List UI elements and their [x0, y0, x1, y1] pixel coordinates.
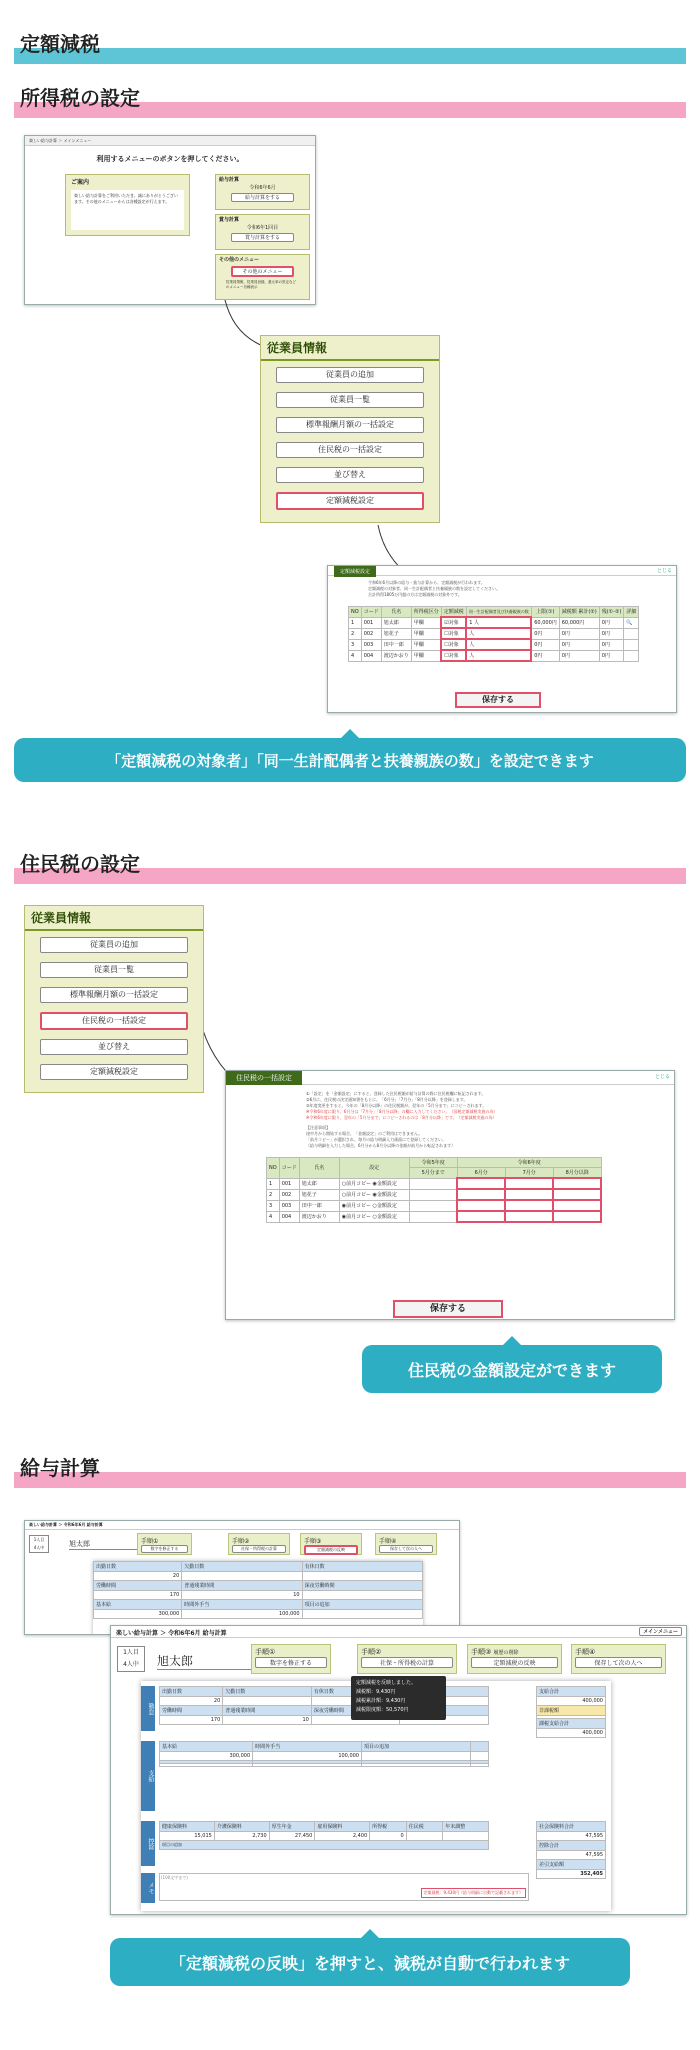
step-label: 手順③	[304, 1538, 322, 1545]
note-red-1: ※令和6年度に限り、6月分は「7月分」「8月分以降」の欄に入力してください。（国税定額減税実施の為）	[306, 1109, 498, 1114]
menu-add-employee[interactable]: 従業員の追加	[40, 937, 188, 953]
step-button[interactable]: 社保・所得税の計算	[232, 1545, 286, 1553]
cell: 170	[94, 1591, 182, 1600]
cell: 深夜労働時間	[302, 1581, 422, 1591]
net-pay: 352,405	[537, 1870, 606, 1879]
history-delete-link[interactable]: 履歴の削除	[493, 1650, 519, 1656]
employee-counter	[117, 1646, 145, 1672]
dialog-title: 住民税の一括設定	[226, 1071, 302, 1085]
cell: 雇用保険料	[315, 1822, 370, 1832]
cell: 介護保険料	[214, 1822, 269, 1832]
notes-head: 【注意事項】	[306, 1125, 330, 1130]
table-row	[349, 617, 639, 628]
cell: 400,000	[537, 1697, 606, 1706]
cell: 年末調整	[443, 1822, 489, 1832]
shoyo-button[interactable]: 賞与計算をする	[231, 233, 294, 242]
target-label: 対象	[448, 620, 459, 626]
deduction-label: 控除	[141, 1821, 155, 1866]
table-row	[349, 639, 639, 650]
dialog-close[interactable]: とじる	[654, 1074, 670, 1080]
opt-label: 前月コピー	[346, 1203, 371, 1209]
amount-input[interactable]	[505, 1189, 553, 1200]
opt-label: 金額設定	[376, 1203, 397, 1209]
cell: 0円	[599, 628, 624, 639]
employee-menu-2	[24, 905, 204, 1093]
employee-menu-1	[260, 335, 440, 523]
menu-reorder[interactable]: 並び替え	[40, 1039, 188, 1055]
section-underline	[14, 1472, 686, 1488]
cell: 旭花子	[381, 628, 411, 639]
target-label: 対象	[448, 631, 459, 637]
dependent-count[interactable]	[466, 628, 531, 639]
menu-add-employee[interactable]: 従業員の追加	[276, 367, 424, 383]
tooltip-line: 減税額：9,430円	[356, 1689, 396, 1695]
payroll-window-large	[110, 1625, 687, 1915]
employee-menu-title: 従業員情報	[25, 906, 203, 931]
cell: 2	[349, 628, 362, 639]
cell: 002	[279, 1189, 299, 1200]
note-red-2: ※令和6年度に限り、翌年の「5月分まで」にコピーされるのは「8月分以降」です。（定額減税実施の為）	[306, 1115, 497, 1120]
section-title-payroll: 給与計算	[20, 1456, 100, 1480]
cell: 0円	[531, 628, 559, 639]
detail-cell	[624, 650, 639, 661]
detail-icon[interactable]: 🔍	[624, 617, 639, 628]
breadcrumb: 楽しい給与計算 ＞ メインメニュー	[25, 136, 315, 146]
cell[interactable]: 100,000	[253, 1752, 362, 1761]
cell: 時間外手当	[253, 1742, 362, 1752]
dialog-desc-1: 令和6年6月以降の給与・賞与計算から、定額減税が行われます。	[368, 580, 485, 585]
count-total: 4人中	[33, 1545, 45, 1550]
caption-text: 「定額減税の反映」を押すと、減税が自動で行われます	[169, 1953, 570, 1973]
dependent-count[interactable]	[466, 639, 531, 650]
amount-input[interactable]	[457, 1178, 505, 1189]
step-button[interactable]: 保存して次の人へ	[575, 1657, 662, 1668]
amount-input[interactable]	[409, 1211, 457, 1222]
step-1	[137, 1533, 192, 1555]
fixed-tax-cut-dialog	[327, 565, 677, 713]
cell: 0円	[599, 617, 624, 628]
step-button[interactable]: 社保・所得税の計算	[361, 1657, 453, 1668]
cell: 有休日数	[311, 1687, 400, 1697]
guide-title: ご案内	[71, 179, 90, 186]
tooltip-line: 減税限度額：50,570円	[356, 1707, 409, 1713]
step-4	[375, 1533, 437, 1555]
count-label: 1人目	[33, 1537, 45, 1542]
shoyo-month: 令和6年1回目	[246, 225, 279, 231]
step-label: 手順①	[141, 1538, 159, 1545]
amount-input[interactable]	[553, 1189, 601, 1200]
cell: 甲欄	[411, 628, 441, 639]
step-label: 手順②	[232, 1538, 250, 1545]
menu-resident-tax[interactable]: 住民税の一括設定	[276, 442, 424, 458]
cell: 0円	[599, 650, 624, 661]
attendance-label: 勤怠	[141, 1686, 155, 1731]
cell: 欠勤日数	[182, 1562, 302, 1572]
setting-radio[interactable]: ◉前月コピー ○金額設定	[339, 1200, 409, 1211]
amount-input[interactable]	[505, 1200, 553, 1211]
other-label: その他のメニュー	[219, 257, 260, 263]
employee-name: 旭太郎	[157, 1652, 267, 1670]
cell[interactable]: 300,000	[160, 1752, 253, 1761]
fixed-tax-cut-table	[348, 606, 639, 662]
cell: 47,595	[537, 1851, 606, 1860]
dialog-close[interactable]: とじる	[656, 568, 672, 574]
unit-label: 人	[474, 620, 480, 626]
setting-radio[interactable]: ○前月コピー ◉金額設定	[339, 1189, 409, 1200]
menu-fixed-tax-cut[interactable]: 定額減税設定	[276, 492, 424, 510]
breadcrumb: 楽しい給与計算 ＞ 令和6年6月 給与計算	[116, 1630, 227, 1637]
menu-standard-pay[interactable]: 標準報酬月額の一括設定	[40, 987, 188, 1003]
step-button[interactable]: 保存して次の人へ	[379, 1545, 433, 1553]
cell: 旭花子	[299, 1189, 339, 1200]
cell: 普通残業時間	[182, 1581, 302, 1591]
setting-radio[interactable]: ○前月コピー ◉金額設定	[339, 1178, 409, 1189]
cell: 非課税額	[537, 1706, 606, 1716]
cell: 60,000円	[531, 617, 559, 628]
cell[interactable]: 10	[223, 1716, 312, 1725]
menu-resident-tax[interactable]: 住民税の一括設定	[40, 1012, 188, 1030]
note-3: （給与明細を入力した場合、6月分から8月分以降の金額が前月から転記されます）	[306, 1143, 456, 1148]
totals-table	[536, 1686, 606, 1738]
cell: 控除合計	[537, 1841, 606, 1851]
cell: 出勤日数	[160, 1687, 223, 1697]
opt-label: 前月コピー	[346, 1181, 371, 1187]
employee-menu-title: 従業員情報	[261, 336, 439, 361]
add-item-button[interactable]: 項目の追加	[160, 1841, 489, 1850]
cell: 20	[94, 1572, 182, 1581]
table-row	[267, 1178, 602, 1189]
cell: 47,595	[537, 1832, 606, 1841]
cell[interactable]: 2,400	[315, 1832, 370, 1841]
resident-tax-dialog	[225, 1070, 675, 1320]
cell: 労働時間	[160, 1706, 223, 1716]
cell: 004	[279, 1211, 299, 1222]
step-button[interactable]: 定額減税の反映	[471, 1657, 558, 1668]
section-title-resident-tax: 住民税の設定	[20, 852, 140, 876]
cell: 60,000円	[559, 617, 599, 628]
caption-bubble-income	[14, 738, 686, 782]
col-header: 上限(①)	[531, 607, 559, 618]
step-2	[228, 1533, 290, 1555]
col-header: 所得税区分	[411, 607, 441, 618]
col-header: NO	[267, 1158, 280, 1179]
desc-2: ②6月に、住民税の決定通知書をもとに、「6月分」「7月分」「8月分以降」を登録します。	[306, 1097, 468, 1102]
cell: 旭太郎	[299, 1178, 339, 1189]
cell[interactable]: 27,450	[269, 1832, 315, 1841]
target-checkbox[interactable]: ☑対象	[441, 617, 466, 628]
cell: 住民税	[406, 1822, 443, 1832]
cell: 旭太郎	[381, 617, 411, 628]
amount-input[interactable]	[553, 1178, 601, 1189]
dialog-desc-2: 定額減税の対象者、同一生計配偶者と扶養親族の数を設定してください。	[368, 586, 500, 591]
add-item-button[interactable]: 項目の追加	[362, 1742, 471, 1752]
menu-employee-list[interactable]: 従業員一覧	[40, 962, 188, 978]
col-header: 氏名	[381, 607, 411, 618]
col-header: 設定	[339, 1158, 409, 1179]
cell: 300,000	[94, 1610, 182, 1619]
col-header: NO	[349, 607, 362, 618]
cell: 出勤日数	[94, 1562, 182, 1572]
target-checkbox[interactable]: ☐対象	[441, 639, 466, 650]
col-header: 5月分まで	[409, 1168, 457, 1179]
amount-input[interactable]	[409, 1189, 457, 1200]
cell: 0円	[559, 650, 599, 661]
caption-bubble-payroll	[110, 1938, 630, 1986]
page-title: 定額減税	[20, 32, 100, 56]
opt-label: 前月コピー	[346, 1214, 371, 1220]
step-label: 手順④	[379, 1538, 397, 1545]
col-header: 減税額 累計(②)	[559, 607, 599, 618]
cell: 100,000	[182, 1610, 302, 1619]
unit-label: 人	[469, 642, 475, 648]
cell[interactable]	[406, 1832, 443, 1841]
cell[interactable]	[443, 1832, 489, 1841]
cell[interactable]: 15,015	[160, 1832, 215, 1841]
unit-label: 人	[469, 653, 475, 659]
col-header: 6月分	[457, 1168, 505, 1179]
cell[interactable]: 170	[160, 1716, 223, 1725]
step-4	[571, 1644, 666, 1674]
kyuyo-month: 令和6年6月	[249, 185, 276, 191]
amount-input[interactable]	[409, 1200, 457, 1211]
step-button[interactable]: 数字を修正する	[255, 1657, 327, 1668]
note-2: 「前月コピー」が選択され、毎月の給与明細入力画面にて登録してください。	[306, 1137, 447, 1142]
dialog-title: 定額減税設定	[334, 566, 376, 577]
resident-tax-table	[266, 1157, 602, 1223]
col-header: コード	[279, 1158, 299, 1179]
cell: 甲欄	[411, 650, 441, 661]
deduction-table	[159, 1821, 489, 1850]
tooltip	[351, 1676, 446, 1720]
save-button[interactable]: 保存する	[455, 692, 541, 708]
memo-field[interactable]	[159, 1873, 529, 1901]
opt-label: 金額設定	[376, 1192, 397, 1198]
table-row	[267, 1211, 602, 1222]
cell: 4	[267, 1211, 280, 1222]
cell[interactable]	[223, 1697, 312, 1706]
note-1: 途中月から開始する場合、「金額設定」のご利用はできません。	[306, 1131, 423, 1136]
cell: 4	[349, 650, 362, 661]
cell: 0円	[559, 639, 599, 650]
step-3	[467, 1644, 562, 1674]
col-header: 詳細	[624, 607, 639, 618]
opt-label: 金額設定	[376, 1214, 397, 1220]
cell: 002	[361, 628, 381, 639]
cell: 1	[267, 1178, 280, 1189]
pay-table	[159, 1741, 489, 1767]
detail-cell	[624, 628, 639, 639]
amount-input[interactable]	[457, 1189, 505, 1200]
cell: 支給合計	[537, 1687, 606, 1697]
setting-radio[interactable]: ◉前月コピー ○金額設定	[339, 1211, 409, 1222]
menu-standard-pay[interactable]: 標準報酬月額の一括設定	[276, 417, 424, 433]
cell: 所得税	[370, 1822, 407, 1832]
cell: 3	[267, 1200, 280, 1211]
step-button[interactable]: 定額減税の反映	[304, 1545, 358, 1555]
cell: 10	[182, 1591, 302, 1600]
count-value: 1	[469, 620, 473, 626]
cell: 甲欄	[411, 639, 441, 650]
menu-fixed-tax-cut[interactable]: 定額減税設定	[40, 1064, 188, 1080]
cell[interactable]: 2,730	[214, 1832, 269, 1841]
cell: 1	[349, 617, 362, 628]
other-menu-button[interactable]: その他のメニュー	[231, 266, 294, 277]
step-2	[357, 1644, 457, 1674]
col-header: 7月分	[505, 1168, 553, 1179]
unit-label: 人	[469, 631, 475, 637]
target-checkbox[interactable]: ☐対象	[441, 628, 466, 639]
cell: 労働時間	[94, 1581, 182, 1591]
header-bar	[111, 1626, 686, 1638]
amount-input[interactable]	[457, 1200, 505, 1211]
amount-input[interactable]	[505, 1211, 553, 1222]
tooltip-line: 減税累計額：9,430円	[356, 1698, 406, 1704]
amount-input[interactable]	[505, 1178, 553, 1189]
cell: 001	[279, 1178, 299, 1189]
desc-1: ①「設定」を「金額設定」にすると、登録した住民税額が給与計算の際に住民税欄に転記されます。	[306, 1091, 486, 1096]
dialog-desc-3: 合計所得1805万円超の方は定額減税の対象外です。	[368, 592, 462, 597]
menu-employee-list[interactable]: 従業員一覧	[276, 392, 424, 408]
step-button[interactable]: 数字を修正する	[141, 1545, 188, 1553]
cell: 0円	[531, 639, 559, 650]
desc-3: ③年度変更をすると、今年の「8月分以降」の住民税額が、翌年の「5月分まで」にコピーされます。	[306, 1103, 487, 1108]
caption-bubble-resident	[362, 1345, 662, 1393]
other-note: 従業員情報、従業員登録、還元率の設定などのメニュー各種表示	[226, 280, 296, 289]
employee-counter	[29, 1535, 49, 1553]
step-label: 手順①	[255, 1648, 276, 1656]
table-row	[267, 1200, 602, 1211]
col-header: 氏名	[299, 1158, 339, 1179]
amount-input[interactable]	[457, 1211, 505, 1222]
step-label: 手順③	[471, 1648, 492, 1656]
col-header: 令和5年度	[409, 1158, 457, 1168]
col-header: 同一生計配偶者及び扶養親族の数	[466, 607, 531, 618]
deduction-totals	[536, 1821, 606, 1879]
dependent-count[interactable]	[466, 617, 531, 628]
memo-counter: (100文字まで)	[161, 1875, 188, 1880]
opt-label: 前月コピー	[346, 1192, 371, 1198]
cell: 004	[361, 650, 381, 661]
count-label: 1人目	[123, 1649, 139, 1656]
col-header: 定額減税	[441, 607, 466, 618]
cell: 基本給	[160, 1742, 253, 1752]
caption-text: 「定額減税の対象者」「同一生計配偶者と扶養親族の数」を設定できます	[106, 751, 594, 770]
kyuyo-button[interactable]: 給与計算をする	[231, 193, 294, 202]
payroll-window-small	[24, 1520, 460, 1635]
breadcrumb: 楽しい給与計算 ＞ 令和6年6月 給与計算	[25, 1521, 459, 1530]
dependent-count[interactable]	[466, 650, 531, 661]
detail-cell	[624, 639, 639, 650]
pay-label: 支給	[141, 1741, 155, 1811]
table-row	[349, 628, 639, 639]
guide-text: 楽しい給与計算をご利用いただき、誠にありがとうございます。その他のメニューからは各種設定が行えます。	[71, 190, 184, 230]
employee-name: 旭太郎	[69, 1539, 139, 1550]
menu-reorder[interactable]: 並び替え	[276, 467, 424, 483]
main-menu-button[interactable]: メインメニュー	[639, 1627, 682, 1636]
amount-input[interactable]	[409, 1178, 457, 1189]
cell[interactable]: 20	[160, 1697, 223, 1706]
cell: 003	[279, 1200, 299, 1211]
amount-input[interactable]	[553, 1200, 601, 1211]
cell: 時間外手当	[182, 1600, 302, 1610]
cell: 甲欄	[411, 617, 441, 628]
cell: 3	[349, 639, 362, 650]
table-row	[267, 1189, 602, 1200]
cell: 項目の追加	[302, 1600, 422, 1610]
amount-input[interactable]	[553, 1211, 601, 1222]
cell: 欠勤日数	[223, 1687, 312, 1697]
payroll-sheet-small	[93, 1561, 423, 1635]
target-checkbox[interactable]: ☐対象	[441, 650, 466, 661]
cell: 社会保険料合計	[537, 1822, 606, 1832]
step-label: 手順④	[575, 1648, 596, 1656]
cell: 差引支給額	[537, 1860, 606, 1870]
memo-label: メモ	[141, 1873, 155, 1903]
cell: 田中一郎	[299, 1200, 339, 1211]
cell: 003	[361, 639, 381, 650]
menu-prompt: 利用するメニューのボタンを押してください。	[96, 155, 244, 163]
cell: 厚生年金	[269, 1822, 315, 1832]
target-label: 対象	[448, 653, 459, 659]
cell: 基本給	[94, 1600, 182, 1610]
step-3	[300, 1533, 362, 1555]
cell: 渡辺かおり	[381, 650, 411, 661]
caption-text: 住民税の金額設定ができます	[407, 1360, 616, 1380]
tooltip-line: 定額減税を反映しました。	[356, 1680, 417, 1686]
cell: 400,000	[537, 1729, 606, 1738]
cell: 001	[361, 617, 381, 628]
col-header: 8月分以降	[553, 1168, 601, 1179]
tax-cut-note: 定額減税：9,430円（給与明細に自動で記載されます）	[421, 1888, 526, 1898]
cell: 0円	[559, 628, 599, 639]
table-row	[349, 650, 639, 661]
shoyo-label: 賞与計算	[219, 217, 240, 223]
cell: 0円	[599, 639, 624, 650]
save-button[interactable]: 保存する	[393, 1300, 503, 1318]
cell: 健康保険料	[160, 1822, 215, 1832]
cell: 有休日数	[302, 1562, 422, 1572]
target-label: 対象	[448, 642, 459, 648]
cell[interactable]: 0	[370, 1832, 407, 1841]
step-1	[251, 1644, 331, 1674]
cell: 田中一郎	[381, 639, 411, 650]
section-title-income-tax: 所得税の設定	[20, 86, 140, 110]
cell: 深夜労働時間	[311, 1706, 400, 1716]
opt-label: 金額設定	[376, 1181, 397, 1187]
col-header: コード	[361, 607, 381, 618]
kyuyo-label: 給与計算	[219, 177, 240, 183]
col-header: 令和6年度	[457, 1158, 601, 1168]
cell: 渡辺かおり	[299, 1211, 339, 1222]
cell: 普通残業時間	[223, 1706, 312, 1716]
cell: 課税支給合計	[537, 1719, 606, 1729]
count-total: 4人中	[123, 1661, 139, 1668]
col-header: 残(①-②)	[599, 607, 624, 618]
cell: 2	[267, 1189, 280, 1200]
step-label: 手順②	[361, 1648, 382, 1656]
cell: 0円	[531, 650, 559, 661]
